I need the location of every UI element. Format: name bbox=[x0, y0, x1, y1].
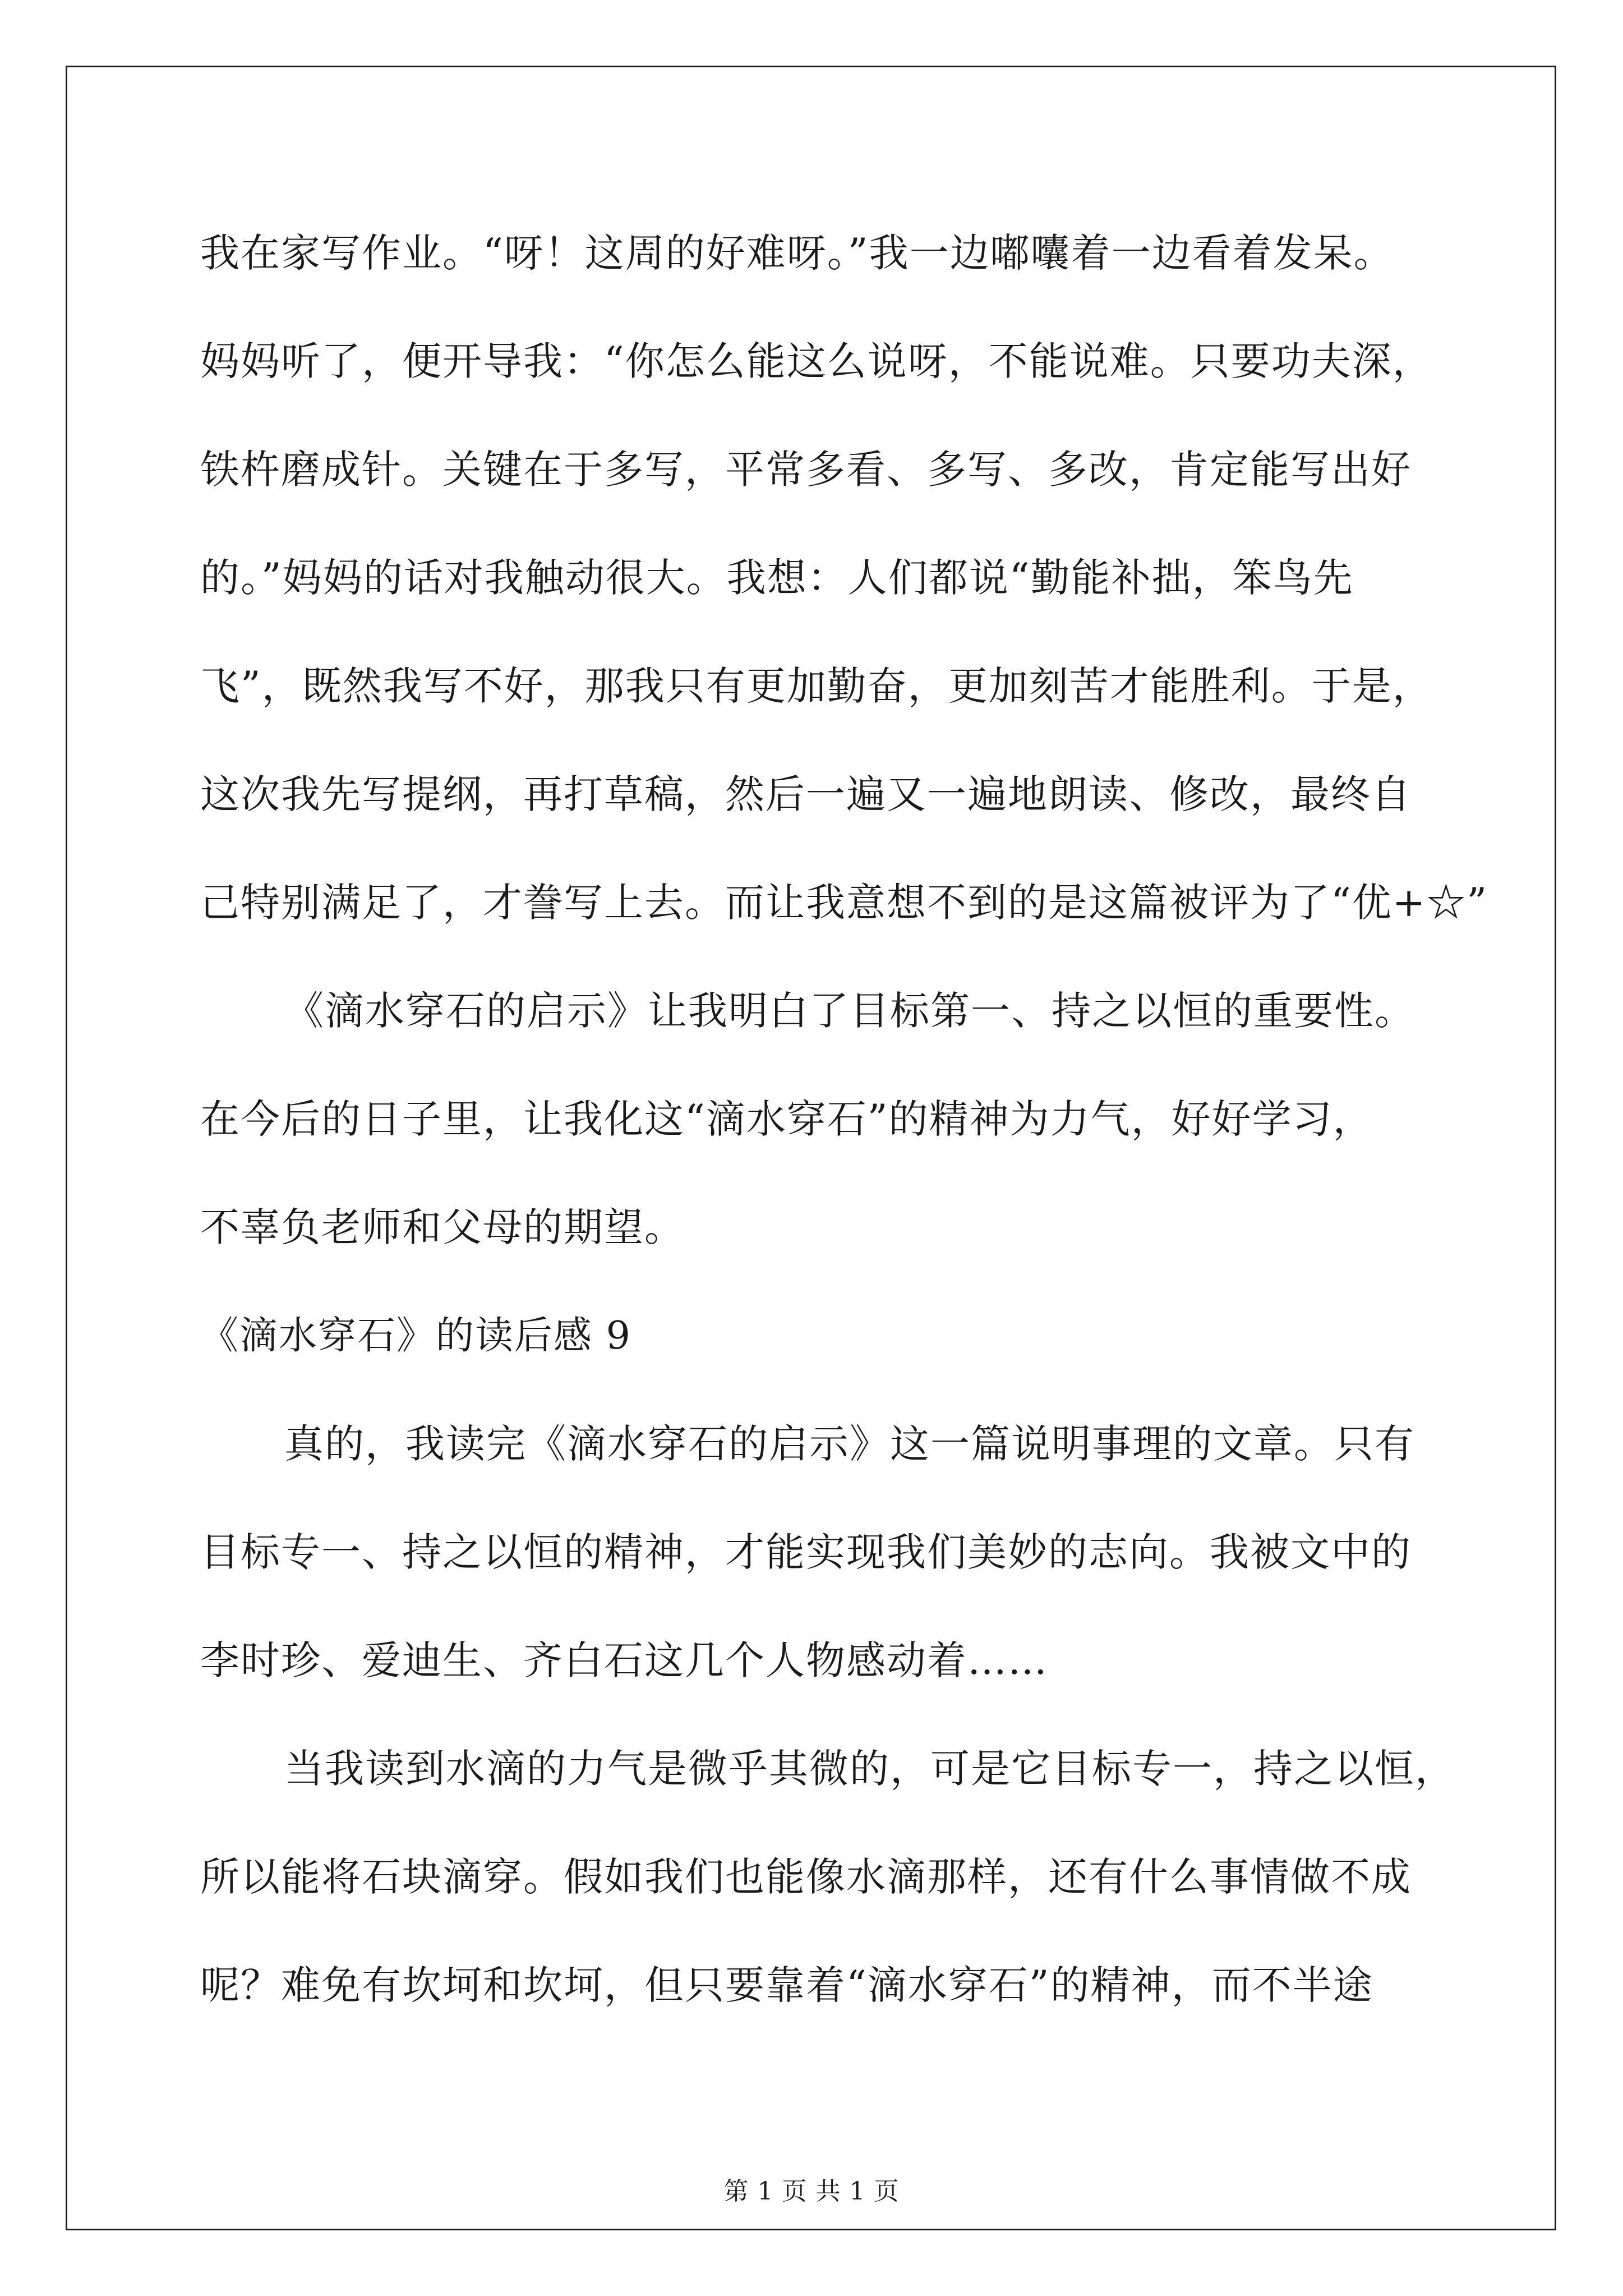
text-line: 在今后的日子里，让我化这“滴水穿石”的精神为力气，好好学习， bbox=[200, 1096, 1373, 1142]
section-heading: 《滴水穿石》的读后感 9 bbox=[200, 1314, 631, 1358]
text-line: 李时珍、爱迪生、齐白石这几个人物感动着…… bbox=[200, 1637, 1048, 1683]
text-line: 飞”，既然我写不好，那我只有更加勤奋，更加刻苦才能胜利。于是， bbox=[200, 663, 1433, 709]
text-line: 当我读到水滴的力气是微乎其微的，可是它目标专一，持之以恒， bbox=[284, 1746, 1455, 1792]
text-line: 妈妈听了，便开导我：“你怎么能这么说呀，不能说难。只要功夫深， bbox=[200, 338, 1433, 384]
text-line: 真的，我读完《滴水穿石的启示》这一篇说明事理的文章。只有 bbox=[284, 1421, 1415, 1467]
document-body bbox=[200, 199, 1488, 2040]
text-line: 的。”妈妈的话对我触动很大。我想：人们都说“勤能补拙，笨鸟先 bbox=[200, 555, 1354, 601]
text-line: 呢？难免有坎坷和坎坷，但只要靠着“滴水穿石”的精神，而不半途 bbox=[200, 1962, 1373, 2008]
text-line: 铁杵磨成针。关键在于多写，平常多看、多写、多改，肯定能写出好 bbox=[200, 447, 1412, 493]
text-line: 这次我先写提纲，再打草稿，然后一遍又一遍地朗读、修改，最终自 bbox=[200, 771, 1412, 817]
page-number-footer: 第 1 页 共 1 页 bbox=[723, 2177, 900, 2206]
text-line: 不辜负老师和父母的期望。 bbox=[200, 1204, 685, 1250]
text-line: 目标专一、持之以恒的精神，才能实现我们美妙的志向。我被文中的 bbox=[200, 1529, 1412, 1575]
text-line: 己特别满足了，才誊写上去。而让我意想不到的是这篇被评为了“优+☆” bbox=[200, 880, 1488, 926]
text-line: 我在家写作业。“呀！这周的好难呀。”我一边嘟囔着一边看着发呆。 bbox=[200, 230, 1394, 276]
text-line: 所以能将石块滴穿。假如我们也能像水滴那样，还有什么事情做不成 bbox=[200, 1854, 1412, 1900]
text-line: 《滴水穿石的启示》让我明白了目标第一、持之以恒的重要性。 bbox=[284, 988, 1415, 1034]
